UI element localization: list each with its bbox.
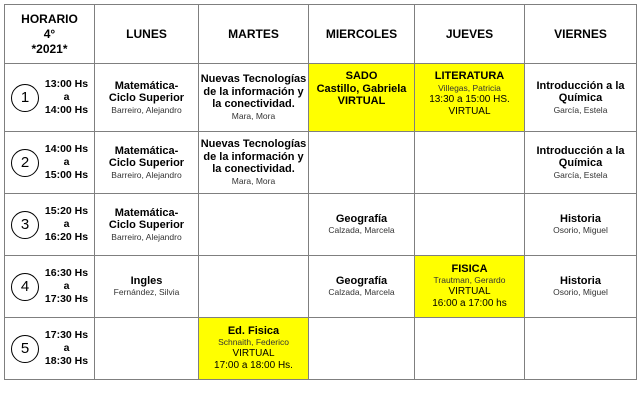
class-cell [95,318,199,380]
class-note: VIRTUAL [232,348,275,360]
time-sep: a [63,342,70,354]
slot-number-circle: 2 [11,149,39,177]
subject-name: Ciclo Superior [108,219,185,231]
class-cell [525,194,637,256]
slot-number-circle: 3 [11,211,39,239]
teacher-name: Calzada, Marcela [328,225,395,236]
day-header-miercoles: MIERCOLES [309,5,415,64]
time-range [39,267,94,306]
teacher-name: Schnaith, Federico [218,337,289,348]
class-cell [415,256,525,318]
subject-name: Historia [560,212,601,225]
time-end: 16:20 Hs [44,231,89,243]
subject-name: Castillo, Gabriela [316,82,407,95]
subject-name: Ed. Fisica [227,324,280,337]
time-slot-row [5,64,637,132]
class-cell [525,132,637,194]
subject-name: FISICA [451,262,488,275]
subject-name: Matemática- [114,79,179,92]
time-range [39,205,94,244]
slot-number-circle: 4 [11,273,39,301]
time-start: 17:30 Hs [44,329,89,341]
day-header-jueves: JUEVES [415,5,525,64]
schedule-title: HORARIO [21,11,78,26]
time-slot-row [5,318,637,380]
subject-name: SADO [345,70,378,82]
day-header-martes: MARTES [199,5,309,64]
class-cell [309,318,415,380]
time-range [39,143,94,182]
time-sep: a [63,218,70,230]
class-note: 16:00 a 17:00 hs [432,298,507,310]
teacher-name: Osorio, Miguel [553,287,608,298]
time-end: 17:30 Hs [44,293,89,305]
class-cell [309,64,415,132]
teacher-name: Mara, Mora [231,175,276,186]
header-row [5,5,637,64]
class-cell [199,256,309,318]
teacher-name: Calzada, Marcela [328,287,395,298]
class-cell [415,194,525,256]
subject-name: Geografía [335,274,388,287]
subject-name: Química [558,92,603,104]
slot-number-circle: 1 [11,84,39,112]
time-sep: a [63,91,70,103]
teacher-name: Trautman, Gerardo [433,275,506,286]
subject-name: Historia [560,274,601,287]
class-cell [199,64,309,132]
class-cell [415,132,525,194]
class-cell [525,64,637,132]
subject-name: LITERATURA [434,70,505,82]
subject-name: de la información y [203,150,304,163]
class-cell [199,318,309,380]
time-end: 14:00 Hs [44,104,89,116]
time-start: 13:00 Hs [44,78,89,90]
schedule-body [5,64,637,380]
subject-name: la conectividad. [212,163,295,176]
teacher-name: Osorio, Miguel [553,225,608,236]
teacher-name: Barreiro, Alejandro [111,169,182,180]
teacher-name: Fernández, Silvia [113,287,180,298]
subject-name: Introducción a la [536,79,625,92]
subject-name: la conectividad. [212,98,295,111]
subject-name: Introducción a la [536,144,625,157]
time-slot-row [5,194,637,256]
time-start: 16:30 Hs [44,267,89,279]
teacher-name: Barreiro, Alejandro [111,104,182,115]
class-cell [525,318,637,380]
class-cell [415,318,525,380]
time-cell [5,318,95,380]
time-cell [5,256,95,318]
time-slot-row [5,132,637,194]
teacher-name: García, Estela [553,104,608,115]
subject-name: Matemática- [114,206,179,219]
subject-name: de la información y [203,85,304,98]
time-end: 15:00 Hs [44,169,89,181]
subject-name: Ciclo Superior [108,157,185,169]
subject-name: Nuevas Tecnologías [200,73,307,86]
class-cell [95,194,199,256]
time-sep: a [63,156,70,168]
teacher-name: Mara, Mora [231,110,276,121]
class-cell [95,132,199,194]
class-note: 13:30 a 15:00 HS. [429,93,510,105]
teacher-name: Villegas, Patricia [438,82,501,93]
day-header-lunes: LUNES [95,5,199,64]
class-cell [95,64,199,132]
time-sep: a [63,280,70,292]
class-cell [309,194,415,256]
time-cell [5,194,95,256]
class-cell [95,256,199,318]
teacher-name: García, Estela [553,169,608,180]
slot-number-circle: 5 [11,335,39,363]
teacher-name: Barreiro, Alejandro [111,231,182,242]
time-cell [5,132,95,194]
time-range [39,329,94,368]
class-note: 17:00 a 18:00 Hs. [214,360,293,372]
class-cell [199,132,309,194]
class-note: VIRTUAL [448,286,491,298]
subject-name: Matemática- [114,144,179,157]
grade-label: 4° [43,26,56,41]
class-cell [309,256,415,318]
subject-name: Ciclo Superior [108,92,185,104]
subject-name: Ingles [130,274,163,287]
time-slot-row [5,256,637,318]
class-cell [309,132,415,194]
class-cell [525,256,637,318]
year-label: *2021* [31,41,68,56]
subject-name: Nuevas Tecnologías [200,138,307,151]
subject-name: Química [558,157,603,169]
subject-name: Geografía [335,212,388,225]
day-header-viernes: VIERNES [525,5,637,64]
schedule-title-cell [5,5,95,64]
class-cell [415,64,525,132]
subject-name: VIRTUAL [337,95,386,107]
class-note: VIRTUAL [448,105,491,117]
time-start: 15:20 Hs [44,205,89,217]
time-range [39,78,94,117]
schedule-table [4,4,637,380]
time-start: 14:00 Hs [44,143,89,155]
time-cell [5,64,95,132]
time-end: 18:30 Hs [44,355,89,367]
class-cell [199,194,309,256]
